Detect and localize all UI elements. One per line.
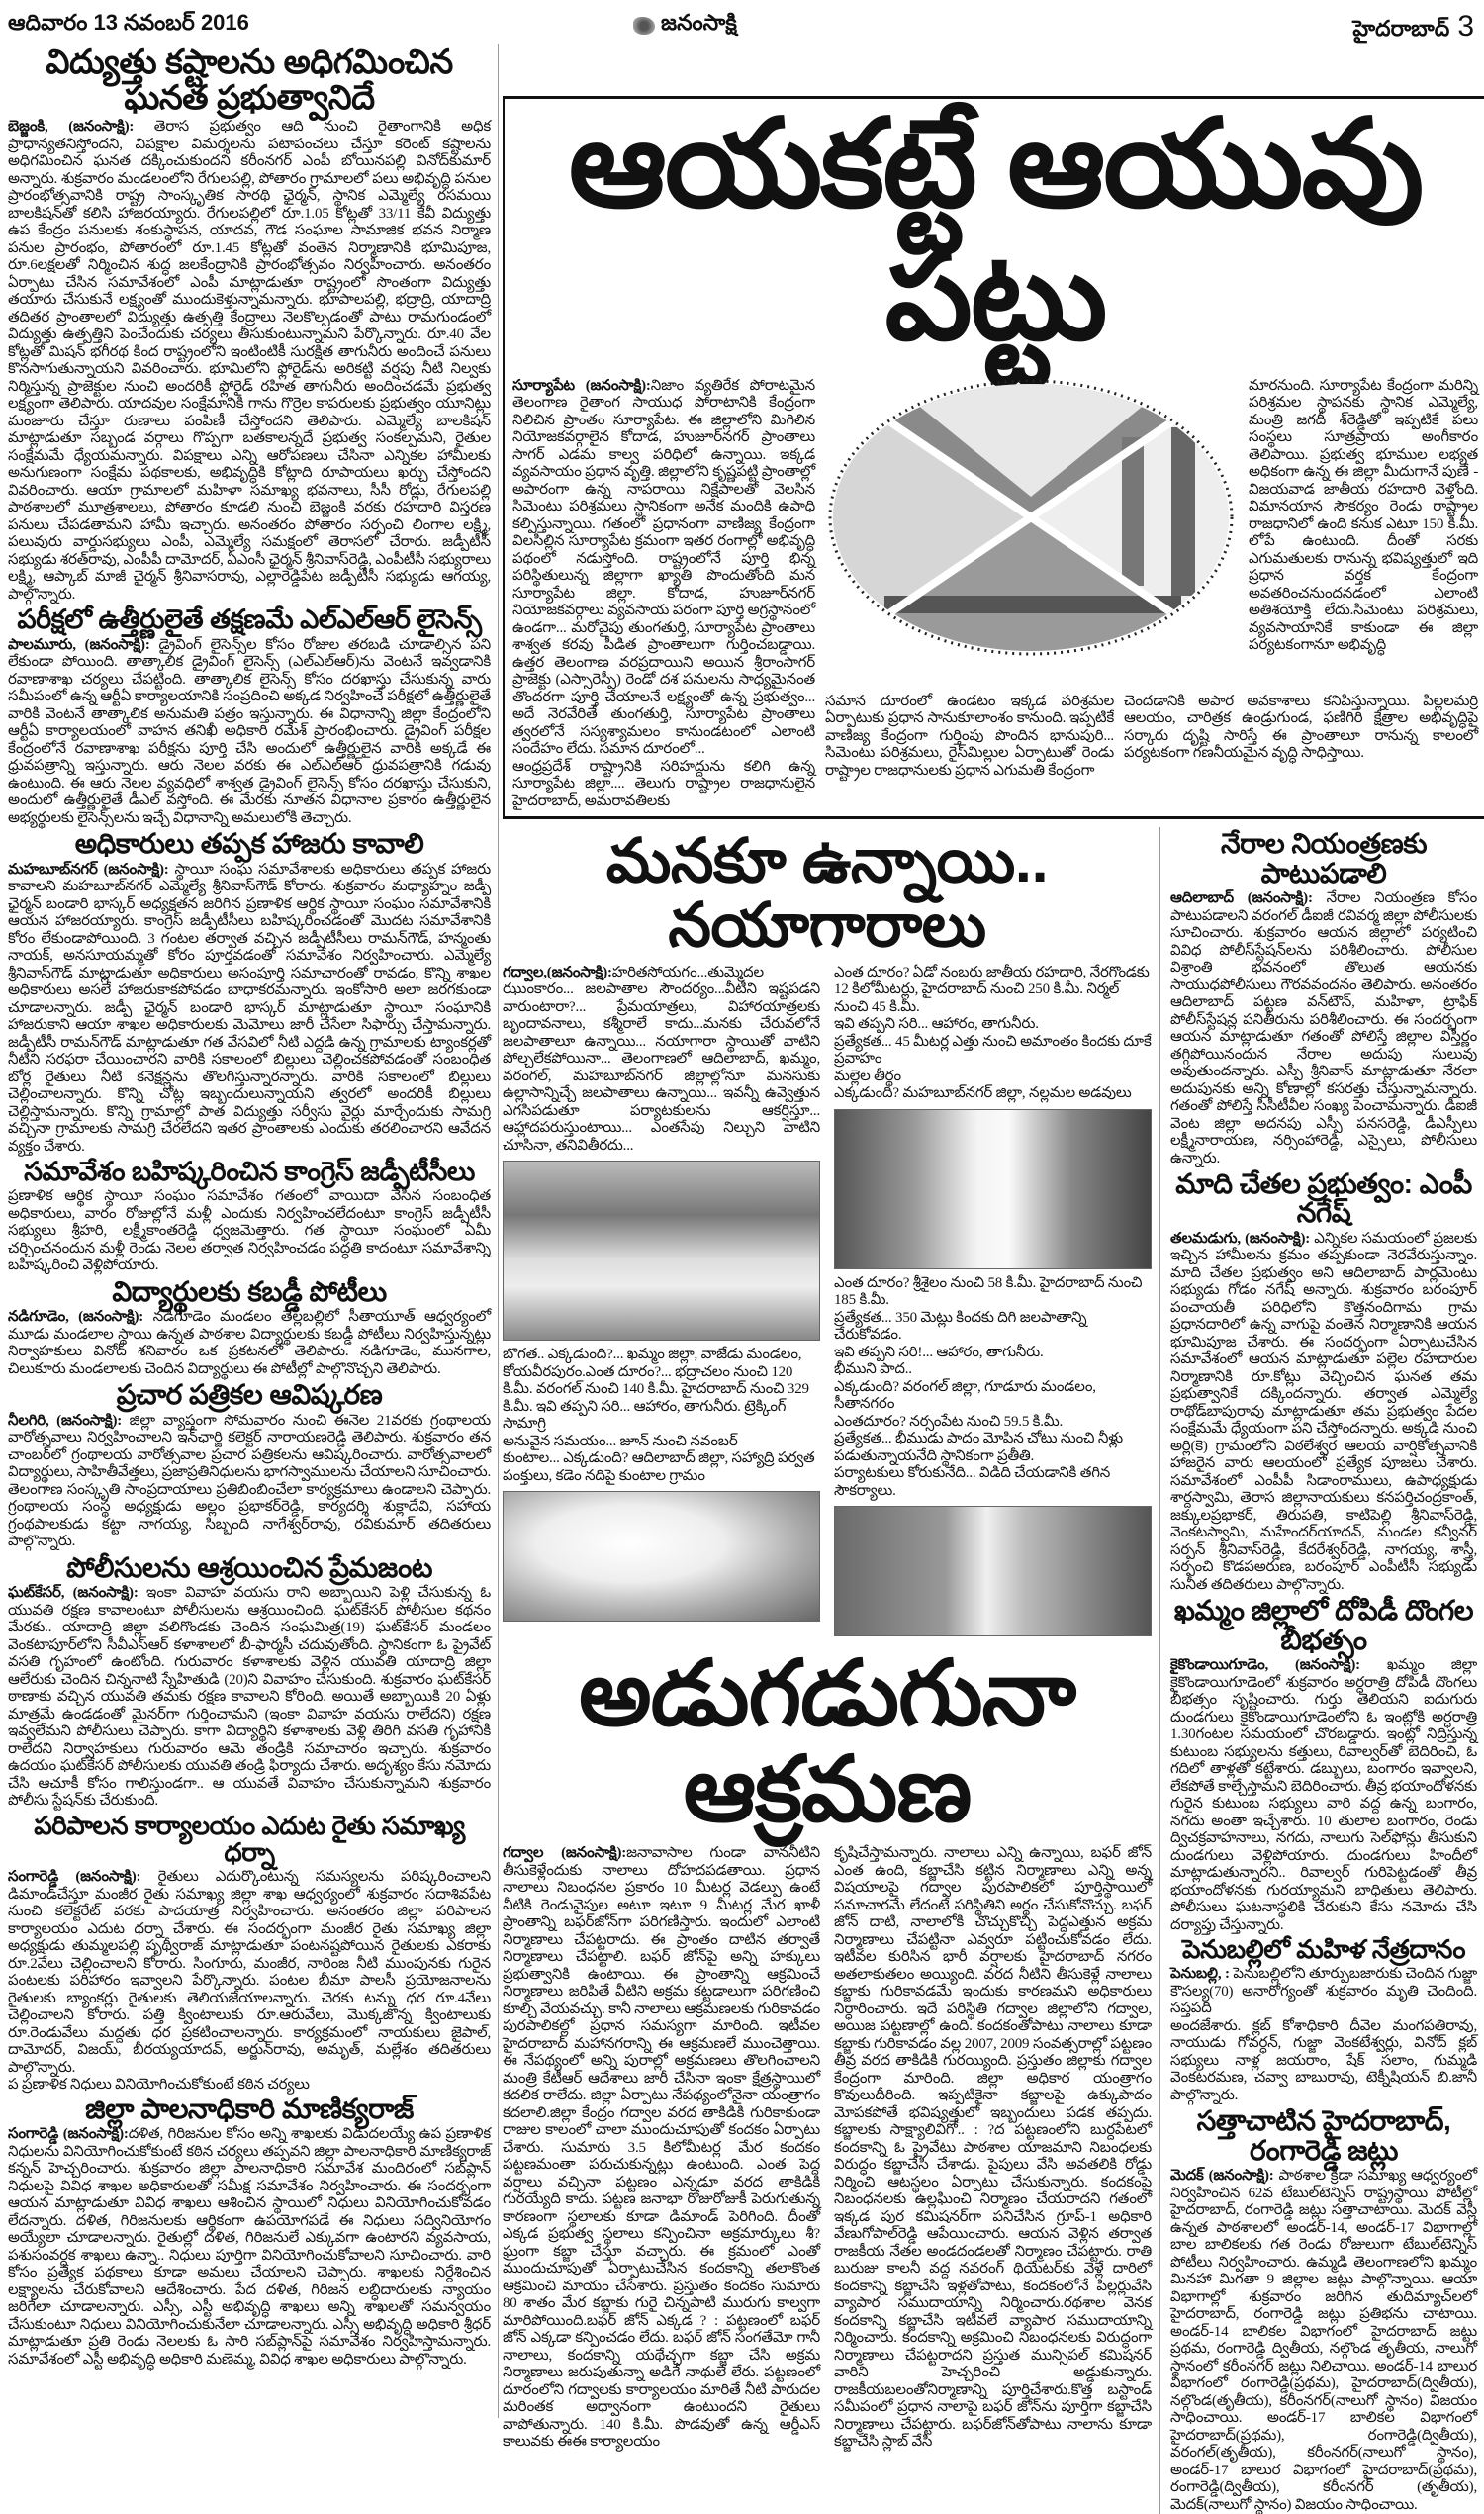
- article: [8, 1378, 491, 1550]
- dateline: ఘట్‌కేసర్, (జనంసాక్షి):: [8, 1585, 139, 1602]
- issue-date: ఆదివారం 13 నవంబర్ 2016: [8, 10, 249, 35]
- article-headline: పోలీసులను ఆశ్రయించిన ప్రేమజంట: [66, 1551, 432, 1583]
- article-headline: పెనుబల్లిలో మహిళ నేత్రదానం: [1181, 1934, 1466, 1965]
- article-text: దళిత, గిరిజనుల కోసం అన్ని శాఖలకు విడుదలయ్యే ఉప ప్రణాళిక నిధులను వినియోగించుకోకుంటే కఠిన చర్యలు తప్పవని జిల్లా పాలనాధికారి మాణిక్యరాజ్ కన్నన్ హెచ్చరించారు. శుక్రవారం జిల్లా పాలనాధికారి సమావేశ మందిరంలో సబ్‌ప్లాన్ నిధులపై వివిధ శాఖల అధికారులతో సమీక్ష సమావేశం నిర్వహించారు. ఈ సందర్భంగా ఆయన మాట్లాడుతూ వివిధ శాఖలు ఆశించిన స్థాయిలో నిధులు వినియోగించుకోవడం లేదన్నారు. దళిత, గిరిజనులకు ఆర్థికంగా ఉపయోగపడే ఈ నిధులు సద్వినియోగం అయ్యేలా చూడాలన్నారు. రైతుల్లో దళిత, గిరిజనులే ఎక్కువగా ఉంటారని వ్యవసాయ, పశుసంవర్ధక శాఖలు ఉన్నా.. నిధులు పూర్తిగా వినియోగించుకోవాలని సూచించారు. వారి కోసం ప్రత్యేక పథకాలు కూడా అమలు చేయాలని చెప్పారు. శాఖలకు నిర్దేశించిన లక్ష్యాలను చేరుకోవాలని ఆదేశించారు. పేద దళిత, గిరిజన లబ్ధిదారులకు న్యాయం జరిగేలా చూడాలన్నారు. ఎస్సీ, ఎస్టీ అభివృద్ధి శాఖలు అన్ని శాఖలతో సమన్వయం చేసుకుంటూ నిధులు వినియోగించుకునేలా చూడాలన్నారు. ఎస్సీ అభివృద్ధి అధికారి శ్రీధర్ మాట్లాడుతూ ప్రతి రెండు నెలలకు ఓ సారి సబ్‌ప్లాన్‌పై సమావేశం నిర్వహిస్తామన్నారు. సమావేశంలో ఎస్టీ అభివృద్ధి అధికారి మణెమ్మ, వివిధ శాఖల అధికారులు పాల్గొన్నారు.: [8, 2126, 491, 2368]
- article: [8, 2077, 491, 2369]
- article-text: ఆంధ్రప్రదేశ్ రాష్ట్రానికి సరిహద్దును కలిగి ఉన్న సూర్యాపేట జిల్లా.... తెలుగు రాష్ట్రాల రాజధానులైన హైదరాబాద్, అమరావతిలకు: [512, 758, 815, 809]
- mallela-theertham-photo: [834, 1109, 1152, 1269]
- article: [8, 1551, 491, 1811]
- article: [1170, 2106, 1477, 2514]
- info-line: బొగత.. ఎక్కడుంది?... ఖమ్మం జిల్లా, వాజేడు మండలం, కోయవీరపురం.ఎంత దూరం?... భద్రాచలం నుంచి 120 కి.మీ. వరంగల్ నుంచి 140 కి.మీ. హైదరాబాద్ నుంచి 329 కి.మీ. ఇవి తప్పని సరి... ఆహారం, తాగునీరు. ట్రెక్కింగ్ సామాగ్రి: [503, 1347, 809, 1432]
- lead-photo-collage: [825, 378, 1237, 657]
- article-headline: పరీక్షలో ఉత్తీర్ణులైతే తక్షణమే ఎల్‌ఎల్‌ఆర్ లైసెన్స్: [17, 605, 482, 635]
- article-body: [1170, 1966, 1477, 2018]
- article-text: పెనుబల్లిలోని తూర్పుబజారుకు చెందిన గుజ్జా కౌసల్య(70) అనారోగ్యంతో శుక్రవారం మృతి చెందింది. సప్తపది: [1170, 1966, 1477, 2017]
- bhimuni-pada-photo: [834, 1506, 1152, 1636]
- article: [8, 44, 491, 604]
- dateline: గద్వాల,(జనంసాక్షి):: [503, 964, 612, 980]
- article-body: [8, 119, 491, 604]
- info-line: కుంటాల... ఎక్కడుంది? ఆదిలాబాద్ జిల్లా, సహ్యాద్రి పర్వత పంక్తులు, కడెం నదిపై కుంటాల గ్రామం: [503, 1450, 815, 1484]
- dateline: నడిగూడెం, (జనంసాక్షి):: [8, 1309, 144, 1326]
- edition-city: హైదరాబాద్: [1352, 16, 1450, 41]
- article-text: తెరాస ప్రభుత్వం ఆది నుంచి రైతాంగానికి అధిక ప్రాధాన్యతనిస్తోందని, విపక్షాల విమర్శలను పటాపంచలు చేస్తూ కరెంట్ కష్టాలను అధిగమించిన ఘనత దక్కించుకుందని కరీంనగర్ ఎంపీ బోయినపల్లి వినోద్‌కుమార్ అన్నారు. శుక్రవారం మండలంలోని రేగులపల్లి, పోతారం గ్రామాలలో పలు అభివృద్ధి పనుల ప్రారంభోత్సవానికి రాష్ట్ర సాంస్కృతిక సారథి ఛైర్మన్, స్థానిక ఎమ్మెల్యే రసమయి బాలకిషన్‌తో కలిసి హాజరయ్యారు. రేగులపల్లిలో రూ.1.05 కోట్లతో 33/11 కేవీ విద్యుత్తు ఉప కేంద్రం పనులకు శంకుస్థాపన, యాదవ, గౌడ సంఘాల సామాజిక భవన నిర్మాణ పనుల ప్రారంభం, పోతారంలో రూ.1.45 కోట్లతో వంతెన నిర్మాణానికి భూమిపూజ, రూ.6లక్షలతో నిర్మించిన శుద్ధ జలకేంద్రానికి ప్రారంభోత్సవం నిర్వహించారు. అనంతరం ఏర్పాటు చేసిన సమావేశంలో ఎంపీ మాట్లాడుతూ రాష్ట్రంలో సొంతంగా విద్యుత్తు తయారు చేసుకునే లక్ష్యంతో ముందుకెళ్తున్నామన్నారు. భూపాలపల్లి, భద్రాద్రి, యాదాద్రి తదితర ప్రాంతాలలో విద్యుత్తు ఉత్పత్తి కేంద్రాలు నెలకొల్పడంతో పాటు రామగుండంలో విద్యుత్తు ఉత్పత్తిని పెంచేందుకు చర్యలు తీసుకుంటున్నామని పేర్కొన్నారు. రూ.40 వేల కోట్లతో మిషన్ భగీరథ కింద రాష్ట్రంలోని ఇంటింటికీ సురక్షిత తాగునీరు అందించే పనులు కొనసాగుతున్నాయని వివరించారు. భూమిలోని ఫ్లోరైడ్‌ను అరికట్టి వర్షపు నీటి నిల్వకు నిర్మిస్తున్న ప్రాజెక్టుల నుంచి అందరికీ ఫ్లోరైడ్ రహిత తాగునీరు అందించడమే ప్రభుత్వ లక్ష్యంగా తెలిపారు. యాదవుల సంక్షేమానికి గాను గొర్రెల కాపరులకు ప్రభుత్వం యూనిట్లు మంజూరు చేస్తూ రుణాలు పంపిణీ చేస్తోందని తెలిపారు. ఎమ్మెల్యే బాలకిషన్ మాట్లాడుతూ సబ్బండ వర్గాలు గొప్పగా బతకాలన్నదే ప్రభుత్వ సంకల్పమని, రైతుల సంక్షేమమే ధ్యేయమన్నారు. విపక్షాలు ఎన్ని ఆరోపణలు చేసినా ఎన్నికల హామీలకు అనుగుణంగా సంక్షేమ పథకాలకు, అభివృద్ధికి కోట్లాది రూపాయలు ఖర్చు చేస్తోందని వివరించారు. ఆయా గ్రామాలలో మహిళా సమాఖ్య భవనాలు, సీసీ రోడ్లు, రేగులపల్లి పాఠశాలలో మూత్రశాలలు, పోతారం కూడలి నుంచి బెజ్జంకి వరకు రహదారి విస్తరణ పనులు చేపడతామని హామీ ఇచ్చారు. అనంతరం పోతారం సర్పంచి లింగాల లక్ష్మి, పలువురు వార్డుసభ్యులు ఎంపీ, ఎమ్మెల్యే సమక్షంలో తెరాసలో చేరారు. జడ్పీటీసీ సభ్యుడు శరత్‌రావు, ఎంపీపీ దామోదర్, ఏఎంసీ ఛైర్మన్ శ్రీనివాస్‌రెడ్డి, ఎంపీటీసీ సభ్యురాలు లక్ష్మి, ఆప్కాబ్ మాజీ ఛైర్మన్ శ్రీనివాసరావు, ఎల్లారెడ్డిపేట జడ్పీటీసీ సభ్యుడు ఆగయ్య, పాల్గొన్నారు.: [8, 119, 491, 603]
- dateline: ఆదిలాబాద్ (జనంసాక్షి):: [1170, 890, 1313, 907]
- lead-column-3: మారనుంది. సూర్యాపేట కేంద్రంగా మరిన్ని పరిశ్రమల స్థాపనకు స్థానిక ఎమ్మెల్యే, మంత్రి జగదీ శ్‌రెడ్డితో ఇప్పటికే పలు సంస్థలు సూత్రప్రాయ అంగీకారం తెలిపాయి. ప్రభుత్వ భూముల లభ్యత అధికంగా ఉన్న ఈ జిల్లా మీదుగానే పుణే - విజయవాడ జాతీయ రహదారి వెళ్తోంది. విమానయాన సౌకర్యం రెండు రాష్ట్రాల రాజధానిలో ఉంది కనుక ఎటూ 150 కి.మీ. లోపే ఉంటుంది. దీంతో సరకు ఎగుమతులకు రానున్న భవిష్యత్తులో ఇది ప్రధాన వర్తక కేంద్రంగా అవతరించనుందనడంలో ఎలాంటి అతిశయోక్తి లేదు.సిమెంటు పరిశ్రమలు, వ్యవసాయానికే కాకుండా ఈ జిల్లా పర్యటకంగానూ అభివృద్ధి: [1249, 377, 1478, 654]
- article-headline: మాది చేతల ప్రభుత్వం: ఎంపీ నగేష్: [1175, 1168, 1472, 1229]
- encroachment-column-1: [503, 1845, 820, 2452]
- masthead: [633, 10, 737, 41]
- article-kicker: ప ప్రణాళిక నిధులు వినియోగించుకోకుంటే కఠిన చర్యలు: [8, 2077, 310, 2094]
- info-line: ఇవి తప్పని సరి!... ఆహారం, తాగునీరు.: [834, 1344, 1044, 1360]
- dateline: గద్వాల (జనంసాక్షి):: [503, 1845, 627, 1862]
- waterfalls-columns: [503, 965, 1152, 1637]
- article-headline: సమావేశం బహిష్కరించిన కాంగ్రెస్ జడ్పీటీసీలు: [24, 1157, 475, 1187]
- lead-column-4: చెందడానికి అపార అవకాశాలు కనిపిస్తున్నాయి. పిల్లలమర్రి ఆలయం, చారిత్రక ఉండ్రుగుండ, ఫణిగిరి క్షేత్రాల అభివృద్ధిపై సర్కారు దృష్టి సారిస్తే ఈ ప్రాంతాలూ రానున్న కాలంలో పర్యటకంగా గణనీయమైన వృద్ధి సాధిస్తాయి.: [1124, 693, 1478, 762]
- article: [1170, 1936, 1477, 2104]
- dateline: సంగారెడ్డి (జనంసాక్షి):: [8, 2126, 129, 2143]
- article-text: నిజాం వ్యతిరేక పోరాటమైన తెలంగాణ రైతాంగ సాయుధ పోరాటానికి కేంద్రంగా నిలిచిన ప్రాంతం సూర్యాపేట. ఈ జిల్లాలోని మిగిలిన నియోజకవర్గాలైన కోదాడ, హుజూర్‌నగర్ ప్రాంతాలు సాగర్ ఎడమ కాల్వ పరిధిలో ఉన్నాయి. ఇక్కడ వ్యవసాయం ప్రధాన వృత్తి. జిల్లాలోని కృష్ణపట్టి ప్రాంతాల్లో అపారంగా ఉన్న నాపరాయి నిక్షేపాలతో వెలసిన సిమెంటు పరిశ్రమలు స్థానికంగా అనేక మందికి ఉపాధి కల్పిస్తున్నాయి. గతంలో ప్రధానంగా వాణిజ్య కేంద్రంగా విలసిల్లిన సూర్యాపేట క్రమంగా ఇతర రంగాల్లో అభివృద్ధి పథంలో నడుస్తోంది. రాష్ట్రంలోనే పూర్తి భిన్న పరిస్థితులున్న జిల్లాగా ఖ్యాతి పొందుతోంది మన సూర్యాపేట జిల్లా. కోదాడ, హుజూర్‌నగర్ నియోజకవర్గాలు వ్యవసాయ పరంగా పూర్తి అగ్రస్థానంలో ఉండగా... మరోవైపు తుంగతుర్తి, సూర్యాపేట ప్రాంతాలు శాశ్వత కరవు పీడిత ప్రాంతాలుగా గుర్తించబడ్డాయి. ఉత్తర తెలంగాణ వరప్రదాయిని అయిన శ్రీరాంసాగర్ ప్రాజెక్టు (ఎస్సారెస్పీ) రెండో దశ పనులను సాధ్యమైనంత తొందరగా పూర్తి చేయాలనే లక్ష్యంతో ఉన్న ప్రభుత్వం... అదే నెరవేరితే తుంగతుర్తి, సూర్యాపేట ప్రాంతాలు త్వరలోనే సస్యశ్యామలం కానుండటంలో ఎలాంటి సందేహం లేదు. సమాన దూరంలో...: [512, 377, 815, 758]
- main-area: [503, 96, 1484, 2514]
- info-line: ఎంత దూరం? ఏడో నంబరు జాతీయ రహదారి, నేరగొండకు 12 కిలోమీటర్లు, హైదరాబాద్ నుంచి 250 కి.మీ. నిర్మల్ నుంచి 45 కి.మీ.: [834, 964, 1150, 1015]
- center-column: [503, 827, 1160, 2514]
- lead-column-2: సమాన దూరంలో ఉండటం ఇక్కడ పరిశ్రమల ఏర్పాటుకు ప్రధాన సానుకూలాంశం కానుంది. ఇప్పటికే వాణిజ్య కేంద్రంగా గుర్తింపు పొందిన భానుపురి... సిమెంటు పరిశ్రమలు, రైస్‌మిల్లుల ఏర్పాటుతో రెండు రాష్ట్రాల రాజధానులకు ప్రధాన ఎగుమతి కేంద్రంగా: [825, 693, 1114, 779]
- article-text: జనావాసాల గుండా వాననీటిని తీసుకెళ్లేందుకు నాలాలు దోహదపడతాయి. ప్రధాన నాలాలు నిబంధనల ప్రకారం 10 మీటర్ల వెడల్పు ఉంటే వీటికి రెండువైపుల అటూ ఇటూ 9 మీటర్ల మేర ఖాళీ ప్రాంతాన్ని బఫర్‌జోన్‌గా పరిగణిస్తారు. ఇందులో ఎలాంటి నిర్మాణాలు చేపట్టరాదు. ఈ ప్రాంతం దాటిన తర్వాతే నిర్మాణాలు చేపట్టాలి. బఫర్ జోన్‌పై అన్ని హక్కులు ప్రభుత్వానికి ఉంటాయి. ఈ ప్రాంతాన్ని ఆక్రమించే నిర్మాణాలు జరిపితే వీటిని అక్రమ కట్టడాలుగా పరిగణించి కూల్చి వేయవచ్చు. కానీ నాలాలు ఆక్రమణలకు గురికావడం పురపాలికల్లో ప్రధాన సమస్యగా మారింది. ఇటీవల హైదరాబాద్ మహానగరాన్ని ఈ ఆక్రమణలే ముంచెత్తాయి. ఈ నేపథ్యంలో అన్ని పురాల్లో అక్రమణలు తొలగించాలని మంత్రి కేటీఆర్ ఆదేశాలు జారీ చేసినా ఇంకా క్షేత్రస్థాయిలో కదలిక రాలేదు. జిల్లా ఏర్పాటు నేపథ్యంలోనైనా యంత్రాగం కదలాలి.జిల్లా కేంద్రం గద్వాల వరద తాకిడికి గురికాకుండా రాజుల కాలంలో చాలా ముందుచూపుతో కందకం ఏర్పాటు చేశారు. సుమారు 3.5 కిలోమీటర్ల మేర కందకం పట్టణమంతా పరుచుకున్నట్లు ఉంటుంది. ఎంత పెద్ద వర్షాలు వచ్చినా పట్టణం ఎన్నడూ వరద తాకిడికి గురయ్యేది కాదు. పట్టణ జనాభా రోజురోజుకీ పెరుగుతున్న కారణంగా స్థలాలకు కూడా డిమాండ్ పెరిగింది. దీంతో ఎక్కడ ప్రభుత్వ స్థలాలు కన్పించినా అక్రమార్కులు శీ?ఘ్రంగా కబ్జా చేస్తూ వచ్చారు. ఈ క్రమంలో ఎంతో ముందుచూపుతో ఏర్పాటుచేసిన కందకాన్ని తలాకొంత ఆక్రమించి మాయం చేసేశారు. ప్రస్తుతం కందకం సుమారు 80 శాతం మేర కబ్జాకు గురై చిన్నపాటి మురుగు కాల్వగా మారిపోయింది.బఫర్ జోన్ ఎక్కడ ? : పట్టణంలో బఫర్ జోన్ ఎక్కడా కన్పించడం లేదు. బఫర్ జోన్ సంగతేమో గానీ నాలాలు, కందకాన్ని యథేచ్ఛగా కబ్జా చేసి అక్రమ నిర్మాణాలు జరుపుతున్నా అడిగే నాథులే లేరు. పట్టణంలో దూరంలోని గద్వాలకు కార్యాలయం మారితే నీటి పారుదల మరింతక అధ్వానంగా ఉంటుందని రైతులు వాపోతున్నారు. 140 కి.మీ. పొడవుతో ఉన్న ఆర్డీఎస్ కాలువకు ఈఈ కార్యాలయం: [503, 1845, 821, 2451]
- encroachment-headline: అడుగడుగునా ఆక్రమణ: [578, 1643, 1076, 1840]
- info-line: ఎంతదూరం? నర్సంపేట నుంచి 59.5 కి.మీ.: [834, 1413, 1064, 1430]
- article-body: [8, 1188, 491, 1275]
- article-body: [1170, 1657, 1477, 1934]
- waterfalls-headline: మనకూ ఉన్నాయి.. నయాగారాలు: [605, 827, 1049, 961]
- right-column: [1160, 827, 1477, 2514]
- page-number: 3: [1457, 10, 1474, 43]
- info-line: అనువైన సమయం... జూన్ నుంచి నవంబర్: [503, 1433, 738, 1449]
- article: [8, 604, 491, 827]
- waterfalls-intro: [503, 965, 820, 1156]
- article: [1170, 1169, 1477, 1594]
- waterfalls-right: [834, 965, 1152, 1637]
- info-line: ప్రత్యేకత... 45 మీటర్ల ఎత్తు నుంచి అమాంతం కిందకు దూకే ప్రవాహం: [834, 1033, 1152, 1067]
- lead-story-box: [503, 96, 1484, 819]
- article-body: [8, 1585, 491, 1811]
- dateline: బెజ్జంకి, (జనంసాక్షి):: [8, 119, 135, 136]
- lead-column-1: [512, 378, 815, 811]
- article-text: రైతులు ఎదుర్కొంటున్న సమస్యలను పరిష్కరించాలని డిమాండ్‌చేస్తూ మంజీర రైతు సమాఖ్య జిల్లా శాఖ ఆధ్వర్యంలో శుక్రవారం సదాశివపేట నుంచి కలెక్టరేట్ వరకు పాదయాత్ర నిర్వహించారు. అనంతరం జిల్లా పరిపాలన కార్యాలయం ఎదుట ధర్నా చేశారు. ఈ సందర్భంగా మంజీర రైతు సమాఖ్య జిల్లా అధ్యక్షుడు తుమ్మలపల్లి పృథ్వీరాజ్ మాట్లాడుతూ పంటనష్టపోయిన రైతులకు ఎకరాకు రూ.2వేలు చెల్లించాలని కోరారు. సింగూరు, మంజీర, నారింజ నీటి ముంపునకు గురైన పంటలకు పరిహారం ఇవ్వాలని పేర్కొన్నారు. పంటల బీమా పాలసీ ప్రయోజనాలను రైతులకు బ్యాంకర్లు రైతులకు తెలియజేయాలన్నారు. చెరకు టన్ను ధర రూ.4వేలు చెల్లించాలని కోరారు. పత్తి క్వింటాలుకు రూ.ఆరువేలు, మొక్కజొన్న క్వింటాలుకు రూ.రెండువేలు మద్దతు ధర ప్రకటించాలన్నారు. కార్యక్రమంలో నాయకులు జైపాల్, దామోదర్, విజయ్, బీరయ్యయాదవ్, అర్జున్‌రావు, అమృత్, మల్లేశం తదితరులు పాల్గొన్నారు.: [8, 1869, 491, 2076]
- edition: [1352, 10, 1474, 47]
- dateline: తలమడుగు, (జనంసాక్షి):: [1170, 1230, 1311, 1247]
- dateline: మహబూబ్‌నగర్ (జనంసాక్షి):: [8, 861, 169, 878]
- bogatha-waterfall-photo: [503, 1161, 820, 1341]
- article-text: ఇంకా వివాహ వయసు రాని అబ్బాయిని పెళ్లి చేసుకున్న ఓ యువతి రక్షణ కావాలంటూ పోలీసులను ఆశ్రయించింది. ఘట్‌కేసర్ పోలీసుల కథనం మేరకు.. యాదాద్రి జిల్లా వలిగొండకు చెందిన సంఘమిత్ర(19) ఘట్‌కేసర్ మండలం వెంకటాపూర్‌లోని సీవీఎస్‌ఆర్ కళాశాలలో బీ-ఫార్మసీ చదువుతోంది. స్థానికంగా ఓ ప్రైవేట్ వసతి గృహంలో ఉంటోంది. గురువారం కళాశాలకు వెళ్లిన యువతి యాదాద్రి జిల్లా ఆలేరుకు చెందిన చిన్ననాటి స్నేహితుడి (20)ని వివాహం చేసుకుంది. శుక్రవారం ఘట్‌కేసర్ ఠాణాకు వచ్చిన యువతి తమకు రక్షణ కావాలని కోరింది. అయితే అబ్బాయికి 20 ఏళ్లు మాత్రమే ఉండడంతో మైనర్‌గా గుర్తించామని (ఇంకా వివాహ వయసు రాలేదని) రక్షణ ఇవ్వలేమని పోలీసులు చెప్పారు. కాగా విద్యార్థిని కళాశాలకు వెళ్లి తిరిగి వసతి గృహానికి రాలేదని నిర్వాహకులు గురువారం ఆమె తండ్రికి సమాచారం ఇచ్చారు. శుక్రవారం ఉదయం ఘట్‌కేసర్ పోలీసులకు యువతి తండ్రి ఫిర్యాదు చేశారు. అదృశ్యం కేసు నమోదు చేసి ఆచూకీ కోసం గాలిస్తుండగా.. ఆ యువతే వివాహం చేసుకున్నామని శుక్రవారం పోలీసు స్టేషన్‌కు చేరుకుంది.: [8, 1585, 491, 1810]
- newspaper-name: జనంసాక్షి: [661, 10, 737, 35]
- info-line: భీముని పాద..: [834, 1361, 912, 1377]
- left-column: [8, 44, 491, 2369]
- article-headline: విద్యార్థులకు కబడ్డీ పోటీలు: [112, 1275, 387, 1307]
- dateline: నీలగిరి, (జనంసాక్షి):: [8, 1412, 123, 1429]
- article-body: [1170, 1231, 1477, 1595]
- article-body: [8, 2126, 491, 2369]
- info-line: ప్రత్యేకత... 350 మెట్లు కిందకు దిగి జలపాతాన్ని చేరుకోవడం.: [834, 1309, 1087, 1343]
- info-line: ఇవి తప్పని సరి... ఆహారం, తాగునీరు.: [834, 1016, 1039, 1032]
- waterfalls-info-3: [834, 1275, 1152, 1501]
- article: [8, 1156, 491, 1275]
- article-headline: సత్తాచాటిన హైదరాబాద్, రంగారెడ్డి జట్లు: [1196, 2105, 1451, 2166]
- article-body: [8, 637, 491, 828]
- dateline: సూర్యాపేట (జనంసాక్షి):: [512, 377, 651, 394]
- lead-story-grid: [512, 378, 1478, 811]
- article-body: [1170, 890, 1477, 1167]
- dateline: పెనుబల్లి, :: [1170, 1966, 1230, 1983]
- info-line: ఎక్కడుంది? వరంగల్ జిల్లా, గూడూరు మండలం, సీతానగరం: [834, 1378, 1096, 1412]
- dateline: మెదక్ (జనంసాక్షి):: [1170, 2168, 1274, 2185]
- dateline: కైకొండాయిగూడెం, (జనంసాక్షి):: [1170, 1657, 1360, 1674]
- lower-section: [503, 827, 1484, 2514]
- article-headline: అధికారులు తప్పక హాజరు కావాలి: [74, 828, 424, 860]
- info-line: పర్యాటకులు కోరుకునేది... విడిది చేయడానికి తగిన సౌకర్యాలు.: [834, 1465, 1111, 1499]
- article-headline: ఖమ్మం జిల్లాలో దోపిడీ దొంగల బీభత్సం: [1173, 1595, 1474, 1655]
- kuntala-waterfall-photo: [503, 1491, 820, 1622]
- article: [8, 827, 491, 1156]
- article-body: [8, 1309, 491, 1378]
- article-headline: నేరాల నియంత్రణకు పాటుపడాలి: [1220, 828, 1428, 888]
- article-text: నడిగూడెం మండలం తెల్లబల్లిలో సీతాయూత్ ఆధ్వర్యంలో మూడు మండలాల స్థాయి ఉన్నత పాఠశాల విద్యార్థులకు కబడ్డీ పోటీలు నిర్వహిస్తున్నట్లు నిర్వాహకులు వినోద్ శనివారం ఒక ప్రకటనలో తెలిపారు. నడిగూడెం, మునగాల, చిలుకూరు మండలాలకు చెందిన విద్యార్థులు ఈ పోటీల్లో పాల్గొనొచ్చని తెలిపారు.: [8, 1309, 491, 1377]
- article-body: [1170, 2168, 1477, 2514]
- waterfalls-info-2: [503, 1347, 820, 1485]
- article-body: [8, 862, 491, 1157]
- article-headline: ప్రచార పత్రికల ఆవిష్కరణ: [116, 1379, 383, 1411]
- article-body: [8, 1869, 491, 2077]
- article-text: ఖమ్మం జిల్లా కైకొండాయిగూడెంలో శుక్రవారం అర్ధరాత్రి దోపిడీ దొంగలు బీభత్సం సృష్టించారు. గుర్తు తెలియని ఐదుగురు దుండగులు కైకొండాయిగూడెంలోని ఓ ఇంట్లోకి అర్ధరాత్రి 1.30గంటల సమయంలో చొరబడ్డారు. ఇంట్లో నిద్రిస్తున్న కుటుంబ సభ్యులను కత్తులు, రివాల్వర్‌తో బెదిరించి, ఓ గదిలో తాళ్లతో కట్టేశారు. డబ్బులు, బంగారం ఇవ్వాలని, లేకపోతే కాల్చేస్తామని బెదిరించారు. తీవ్ర భయాందోళనకు గురైన కుటుంబ సభ్యులు వారి వద్ద ఉన్న బంగారం, నగదు అంతా ఇచ్చేశారు. 10 తులాల బంగారం, రెండు ద్విచక్రవాహనాలు, నగదు, నాలుగు సెల్‌ఫోన్లు తీసుకుని దుండగులు వెళ్లిపోయారు. దుండగులు హిందీలో మాట్లాడుతున్నారని.. రివాల్వర్ గురిపెట్టడంతో తీవ్ర భయాందోళనకు గురయ్యామని బాధితులు తెలిపారు. పోలీసులు ఘటనాస్థలికి చేరుకుని కేసు నమోదు చేసి దర్యాప్తు చేస్తున్నారు.: [1170, 1657, 1477, 1933]
- article-text: ఎన్నికల సమయంలో ప్రజలకు ఇచ్చిన హామీలను క్రమం తప్పకుండా నెరవేరుస్తున్నాం. మాది చేతల ప్రభుత్వం అని ఆదిలాబాద్ పార్లమెంటు సభ్యుడు గోడం నగేష్ అన్నారు. శుక్రవారం బరంపూర్ పంచాయతీ పరిధిలోని కొత్తనందిగామ గ్రామ ప్రధానదారిలో ఉన్న వాగుపై వంతెన నిర్మాణానికి ఆయన భూమిపూజ చేశారు. ఈ సందర్భంగా ఏర్పాటుచేసిన సమావేశంలో ఆయన మాట్లాడుతూ పల్లెల రహదారుల నిర్మాణానికి రూ.కోట్లు వెచ్చించిన ఘనత తమ ప్రభుత్వానికే దక్కిందన్నారు. తర్వాత ఎమ్మెల్యే రాథోడ్‌బాపురావు మాట్లాడుతూ తమ ప్రభుత్వం పేదల సంక్షేమమే ధ్యేయంగా పని చేస్తోందన్నారు. అక్కడి నుంచి అర్లి(కె) గ్రామంలోని విఠలేశ్వర ఆలయ వార్షికోత్సవానికి హాజరైన వారు ఆలయంలో ప్రత్యేక పూజలు చేశారు. సమావేశంలో ఎంపీపీ సిడాంరాములు, ఉపాధ్యక్షుడు శార్దస్వామి, తెరాస జిల్లానాయకులు కనపర్తిచంద్రకాంత్, జక్కులప్రభాకర్, తిరుపతి, కాటిపెల్లి శ్రీనివాస్‌రెడ్డి, వెంకటస్వామి, మహేందర్‌యాదవ్, మండల కన్వీనర్ సర్పన్ శ్రీనివాస్‌రెడ్డి, కేదరేశ్వర్‌రెడ్డి, నాగయ్య, శాస్త్రీ, సర్పంచి కొడపఅరుణ, బరంపూర్ ఎంపీటీసీ సభ్యుడు సునీత తదితరులు పాల్గొన్నారు.: [1170, 1230, 1477, 1593]
- article-text: పాఠశాల క్రీడా సమాఖ్య ఆధ్వర్యంలో నిర్వహించిన 62వ టేబుల్‌టెన్నిస్ రాష్ట్రస్థాయి పోటీల్లో హైదరాబాద్, రంగారెడ్డి జట్లు సత్తాచాటాయి. మెదక్ వెస్లీ ఉన్నత పాఠశాలలో అండర్-14, అండర్-17 విభాగాల్లో బాల బాలికలకు గత రెండు రోజులుగా టేబుల్‌టెన్నిస్ పోటీలు నిర్వహించారు. ఉమ్మడి తెలంగాణలోని ఖమ్మం మినహా మిగతా 9 జిల్లాల జట్లు పాల్గొన్నాయి. ఆయా విభాగాల్లో శుక్రవారం జరిగిన తుదిమ్యాచ్‌లలో హైదరాబాద్, రంగారెడ్డి జట్లు ప్రతిభను చాటాయి. అండర్-14 బాలికల విభాగంలో హైదరాబాద్ జట్టు ప్రథమ, రంగారెడ్డి ద్వితీయ, నల్గొండ తృతీయ, నాలుగో స్థానంలో కరీంనగర్ జట్లు నిలిచాయి. అండర్-14 బాలుర విభాగంలో రంగారెడ్డి(ప్రథమ), హైదరాబాద్(ద్వితీయ), నల్గొండ(తృతీయ), కరీంనగర్(నాలుగో స్థానం) విజయం సాధించాయి. అండర్-17 బాలికల విభాగంలో హైదరాబాద్(ప్రథమ), రంగారెడ్డి(ద్వితీయ), వరంగల్(తృతీయ), కరీంనగర్(నాలుగో స్థానం), అండర్-17 బాలుర విభాగంలో హైదరాబాద్(ప్రథమ), రంగారెడ్డి(ద్వితీయ), కరీంనగర్ (తృతీయ), మెదక్(నాలుగో స్థానం) విజయం సాధించాయి.: [1170, 2168, 1477, 2513]
- article-text: జిల్లా వ్యాప్తంగా సోమవారం నుంచి ఈనెల 21వరకు గ్రంథాలయ వారోత్సవాలు నిర్వహించాలని ఇన్‌ఛార్జి కలెక్టర్ నారాయణరెడ్డి తెలిపారు. శుక్రవారం తన చాంబర్‌లో గ్రంథాలయ వారోత్సవాల ప్రచార పత్రికలను ఆవిష్కరించారు. వారోత్సవాలలో విద్యార్థులు, సాహితీవేత్తలు, ప్రజాప్రతినిధులను భాగస్వాములను చేయాలని సూచించారు. తెలంగాణ సంస్కృతి సాంప్రదాయాలు ప్రతిబింబించేలా కార్యక్రమాలు ఉండాలని చెప్పారు. గ్రంథాలయ సంస్థ అధ్యక్షుడు అల్లం ప్రభాకర్‌రెడ్డి, కార్యదర్శి శుక్లాదేవి, సహాయ గ్రంథపాలకుడు కట్టా నాగయ్య, సిబ్బంది నాగేశ్వర్‌రావు, రవికుమార్ తదితరులు పాల్గొన్నారు.: [8, 1412, 491, 1550]
- encroachment-columns: [503, 1845, 1152, 2452]
- article-text: హరితసోయగం...తుమ్మెదల ఝుంకారం... జలపాతాల సౌందర్యం...వీటిని ఇష్టపడని వారుంటారా?... ప్రేమయాత్రలు, విహారయాత్రలకు బృందావనాలు, కశ్మీరాలే కాదు...మనకు చేరువలోనే జలపాతాలూ ఉన్నాయి... నయాగారా స్థాయితో వాటిని పోల్చలేకపోయినా... తెలంగాణలో ఆదిలాబాద్, ఖమ్మం, వరంగల్, మహబూబ్‌నగర్ జిల్లాల్లోనూ మనసుకు ఉల్లాసాన్నిచ్చే జలపాతాలు ఉన్నాయి... ఇవన్నీ ఉవ్వెత్తున ఎగసిపడుతూ పర్యాటకులను ఆకర్షిస్తూ... ఆహ్లాదపరుస్తుంటాయి... ఎంతసేపు నిల్చుని వాటిని చూసినా, తనివితీరదు...: [503, 964, 820, 1154]
- article-text: డ్రైవింగ్ లైసెన్స్‌ల కోసం రోజుల తరబడి చూడాల్సిన పని లేకుండా పోయింది. తాత్కాలిక డ్రైవింగ్ లైసెన్స్ (ఎల్‌ఎల్‌ఆర్)ను వెంటనే ఇవ్వడానికి రవాణాశాఖ చర్యలు చేపట్టింది. తాత్కాలిక లైసెన్స్ కోసం దరఖాస్తు చేసుకున్న వారు సమీపంలో ఉన్న ఆర్టీఏ కార్యాలయానికి సంప్రదించి అక్కడ నిర్వహించే పరీక్షలో ఉత్తీర్ణులైతే వారికి వెంటనే తాత్కాలిక అనుమతి పత్రం ఇస్తున్నారు. ఈ విధానాన్ని జిల్లా కేంద్రంలోని ఆర్టీఏ కార్యాలయంలో వాహన తనిఖీ అధికారి రమేశ్ ప్రారంభించారు. డ్రైవింగ్ పరీక్షల కేంద్రంలోనే రవాణాశాఖ పరీక్షను పూర్తి చేసి అందులో ఉత్తీర్ణులైన వారికి అక్కడే ఈ ధ్రువపత్రాన్ని ఇస్తున్నారు. ఆరు నెలల వరకు ఈ ఎల్‌ఎల్‌ఆర్ ధ్రువపత్రానికి గడువు ఉంటుంది. ఈ ఆరు నెలల వ్యవధిలో శాశ్వత డ్రైవింగ్ లైసెన్స్ కోసం దరఖాస్తు చేసుకుని, అందులో ఉత్తీర్ణులైతే డీఎల్ వస్తోంది. ఈ మేరకు నూతన విధానాల ప్రకారం ఉత్తీర్ణులైన అభ్యర్థులకు లైసెన్స్‌లను ఇచ్చే విధానాన్ని అమలులోకి తెచ్చారు.: [8, 636, 491, 826]
- lead-headline: ఆయకట్టే ఆయువు పట్టు: [568, 96, 1423, 365]
- article: [8, 1811, 491, 2078]
- column-divider: [498, 44, 499, 2418]
- info-line: మల్లెల తీర్థం: [834, 1068, 901, 1084]
- article-text: అందజేశారు. క్లబ్ కోశాధికారి దీవెల మంగపతిరావు, నాయుడు గోవర్ధన్, గుజ్జా వెంకటేశ్వర్లు, వినోద్ క్లబ్ సభ్యులు నాళ్ల జయరాం, షేక్ సలాం, గుమ్మడి వెంకటరమణ, చవ్వా బాబురావు, టెక్నీషియన్ బి.జానీ పాల్గొన్నారు.: [1170, 2017, 1477, 2103]
- dateline: సంగారెడ్డి (జనంసాక్షి):: [8, 1869, 141, 1886]
- waterfalls-info-1: [834, 965, 1152, 1103]
- article-headline: జిల్లా పాలనాధికారి మాణిక్యరాజ్: [85, 2093, 414, 2124]
- article-text: ప్రణాళిక ఆర్థిక స్థాయీ సంఘం సమావేశం గతంలో వాయిదా వేసిన సంబంధిత అధికారులు, వారం రోజుల్లోనే మళ్లీ ఎందుకు నిర్వహించలేదంటూ కాంగ్రెస్ జడ్పీటీసీ సభ్యులు శ్రీహరి, లక్ష్మీకాంతరెడ్డి ధ్వజమెత్తారు. గత స్థాయీ సంఘంలో ఏమీ చర్చించనందున మళ్లీ రెండు నెలల తర్వాత నిర్వహించడం పద్ధతి కాదంటూ సమావేశాన్ని బహిష్కరించి వెళ్లిపోయారు.: [8, 1188, 491, 1274]
- article-headline: పరిపాలన కార్యాలయం ఎదుట రైతు సమాఖ్య ధర్నా: [34, 1810, 465, 1867]
- encroachment-column-2: కృషిచేస్తామన్నారు. నాలాలు ఎన్ని ఉన్నాయి, బఫర్ జోన్ ఎంత ఉంది, కబ్జాచేసి కట్టిన నిర్మాణాలు ఎన్ని అన్న విషయాలపై గద్వాల పురపాలికలో పూర్తిస్థాయిలో సమాచారమే లేదంటే పరిస్థితిని అర్థం చేసుకోవొచ్చు. బఫర్ జోన్ దాటి, నాలాలోకి చొచ్చుకొచ్చి పెద్దఎత్తున అక్రమ నిర్మాణాలు చేపట్టినా ఎవ్వరూ పట్టించుకోవడం లేదు. ఇటీవల కురిసిన భారీ వర్షాలకు హైదరాబాద్ నగరం అతలాకుతలం అయ్యింది. వరద నీటిని తీసుకెళ్లే నాలాలు కబ్జాకు గురికావడమే ఇందుకు కారణమని అధికారులు నిర్ధారించారు. ఇదే పరిస్థితి గద్వాల జిల్లాలోని గద్వాల, అయిజ పట్టణాల్లో ఉంది. కందకంతోపాటు నాలాలు కూడా కబ్జాకు గురికావడం వల్ల 2007, 2009 సంవత్సరాల్లో పట్టణం తీవ్ర వరద తాకిడికి గురయ్యింది. ప్రస్తుతం జిల్లాకు గద్వాల కేంద్రంగా మారింది. జిల్లా అధికార యంత్రాగం కొవులుదీరింది. ఇప్పటికైనా కబ్జాలపై ఉక్కుపాదం మోపకపోతే భవిష్యత్తులో ఇబ్బందులు పడక తప్పదు. కబ్జాలకు సాక్ష్యాలివిగో.. : ?ద పట్టణంలోని బుర్దపేటలో కందకాన్ని ఓ ప్రైవేటు పాఠశాల యాజమాని నిబంధలకు విరుద్ధం కబ్జాచేసి చేశాడు. పైపులు వేసి అవతలికి రోడ్డు నిర్మించి ఆటస్థలం ఏర్పాటు చేసుకున్నారు. కందకంపై నిబంధనలకు ఉల్లఘించి నిర్మాణం చేయరాదని గతంలో ఇక్కడ పుర కమిషనర్‌గా పనిచేసిన గ్రూప్-1 అధికారి వేణుగోపాల్‌రెడ్డి ఆపేయించారు. ఆయన వెళ్లిన తర్వాత రాజకీయ నేతల అండదండలతో నిర్మాణం చేపట్టారు. రాతి బురుజు కాలనీ వద్ద నవరంగ్ థియేటర్‌కు వెళ్లే దారిలో కందకాన్ని కబ్జాచేసి ఇళ్లతోపాటు, కందకంలోనే పిల్లర్లువేసి వ్యాపార సముదాయాన్ని నిర్మించారు.రథశాల వెనక కందకాన్ని కబ్జాచేసి ఇటీవలే వ్యాపార సముదాయాన్ని నిర్మించారు. కందకాన్ని అక్రమించి నిబంధనలకు విరుద్ధంగా నిర్మాణాలు చేపట్టరాదని ప్రస్తుత మున్సిపల్ కమిషనర్ వారిని హెచ్చరించి అడ్డుకున్నారు. రాజకీయబలంతోనిర్మాణాన్ని పూర్తిచేశారు.కొత్త బస్టాండ్ సమీపంలో ప్రధాన నాలాపై బఫర్ జోన్‌ను పూర్తిగా కబ్జాచేసి నిర్మాణాలు చేపట్టారు. బఫర్‌జోన్‌తోపాటు నాలాను కూడా కబ్జాచేసి స్లాబ్ వేసి: [834, 1845, 1152, 2451]
- article-headline: విద్యుత్తు కష్టాలను అధిగమించిన ఘనత ప్రభుత్వానిదే: [46, 44, 453, 117]
- logo-icon: [633, 17, 655, 35]
- info-line: ప్రత్యేకత... భీముడు పాదం మోపిన చోటు నుంచి నీళ్లు పడుతున్నాయనేది స్థానికంగా ప్రతీతి.: [834, 1431, 1123, 1464]
- article-body: [8, 1413, 491, 1551]
- dateline: పాలమూరు, (జనంసాక్షి):: [8, 636, 150, 653]
- article: [1170, 1596, 1477, 1934]
- article-text: స్థాయీ సంఘ సమావేశాలకు అధికారులు తప్పక హాజరు కావాలని మహబూబ్‌నగర్ ఎమ్మెల్యే శ్రీనివాస్‌గౌడ్ కోరారు. శుక్రవారం మధ్యాహ్నం జడ్పీ ఛైర్మన్ బండారి భాస్కర్ అధ్యక్షతన జరిగిన ప్రణాళిక ఆర్థిక స్థాయీ సంఘం సమావేశానికి ఆయన హాజరయ్యారు. కాంగ్రెస్ జడ్పీటీసీలు బహిష్కరించడంతో మొదట సమావేశానికి కోరం లేకుండాపోయింది. 3 గంటల తర్వాత వచ్చిన జడ్పీటీసీలు రామన్‌గౌడ్, హన్మంతు నాయక్, అనసూయమ్మతో కోరం పూర్తవడంతో సమావేశం నిర్వహించారు. ఎమ్మెల్యే శ్రీనివాస్‌గౌడ్ మాట్లాడుతూ అధికారులు అసంపూర్తి సమాచారంతో రావడం, కొన్ని శాఖల అధికారులు అసలే హాజరుకాకపోవడం బాధాకరమన్నారు. ఇంకోసారి అలా జరగకుండా చూడాలన్నారు. జడ్పీ ఛైర్మన్ బండారి భాస్కర్ మాట్లాడుతూ స్థాయీ సంఘానికి హాజరుకాని ఆయా శాఖల అధికారులకు మెమోలు జారీ చేసేలా సిఫార్సు చేస్తామన్నారు. జడ్పీటీసీ రామన్‌గౌడ్ మాట్లాడుతూ గత వేసవిలో నీటి ఎద్దడి ఉన్న గ్రామాలకు ట్యాంకర్లతో నీటిని సరఫరా చేయించారని వారికి సకాలంలో బిల్లులు చెల్లించకపోవడంతో సంబంధిత బోర్ల రైతులు నీటి కనెక్షన్లను తొలగిస్తున్నారన్నారు. వారికి సకాలంలో బిల్లులు చెల్లించాలన్నారు. కొన్ని చోట్ల ఇబ్బందులున్నాయని త్వరలో అందరికీ బిల్లులు చెల్లిస్తామన్నారు. కొన్ని గ్రామాల్లో పాత విద్యుత్తు సర్వీసు వైర్లు మార్చేందుకు సామగ్రి వచ్చినా గ్రామాలకు సామగ్రి చేరలేదని ఇతర ప్రాంతాలకు ఎందుకు తరలించారని ఆవేదన వ్యక్తం చేశారు.: [8, 861, 491, 1155]
- article-text: నేరాల నియంత్రణ కోసం పాటుపడాలని వరంగల్ డీఐజీ రవివర్మ జిల్లా పోలీసులకు సూచించారు. శుక్రవారం ఆయన జిల్లాలో పర్యటించి వివిధ పోలీస్‌స్టేషన్‌లను పరిశీలించారు. పోలీసుల విశ్రాంతి భవనంలో తొలుత ఆయనకు సాయుధపోలీసులు గౌరవవందనం తెలిపారు. అనంతరం ఆదిలాబాద్ పట్టణ వన్‌టౌన్, మహిళా, ట్రాఫిక్ పోలీస్‌స్టేషన్ల పనితీరును పరిశీలించారు. ఈ సందర్భంగా ఆయన మాట్లాడుతూ గతంతో పోలిస్తే జిల్లాల విస్తీర్ణం తగ్గిపోయినందున నేరాల అదుపు సులువు అవుతుందన్నారు. ఎస్పీ శ్రీనివాస్ మాట్లాడుతూ నేరలా అదుపునకు అన్ని కోణాల్లో కసరత్తు చేస్తున్నామన్నారు. గతంతో పోలిస్తే సీసీటీవీల సంఖ్య పెంచామన్నారు. డీఐజీ వెంట జిల్లా అదనపు ఎస్పీ పనసరెడ్డి, డీఎస్పీలు లక్ష్మీనారాయణ, నర్సింహారెడ్డి, ఎస్సైలు, పోలీసులు ఉన్నారు.: [1170, 890, 1477, 1166]
- article: [8, 1275, 491, 1378]
- article: [1170, 829, 1477, 1167]
- info-line: ఎక్కడుంది? మహబూబ్‌నగర్ జిల్లా, నల్లమల అడవులు: [834, 1085, 1132, 1101]
- info-line: ఎంత దూరం? శ్రీశైలం నుంచి 58 కి.మీ. హైదరాబాద్ నుంచి 185 కి.మీ.: [834, 1274, 1143, 1308]
- waterfalls-left: [503, 965, 820, 1637]
